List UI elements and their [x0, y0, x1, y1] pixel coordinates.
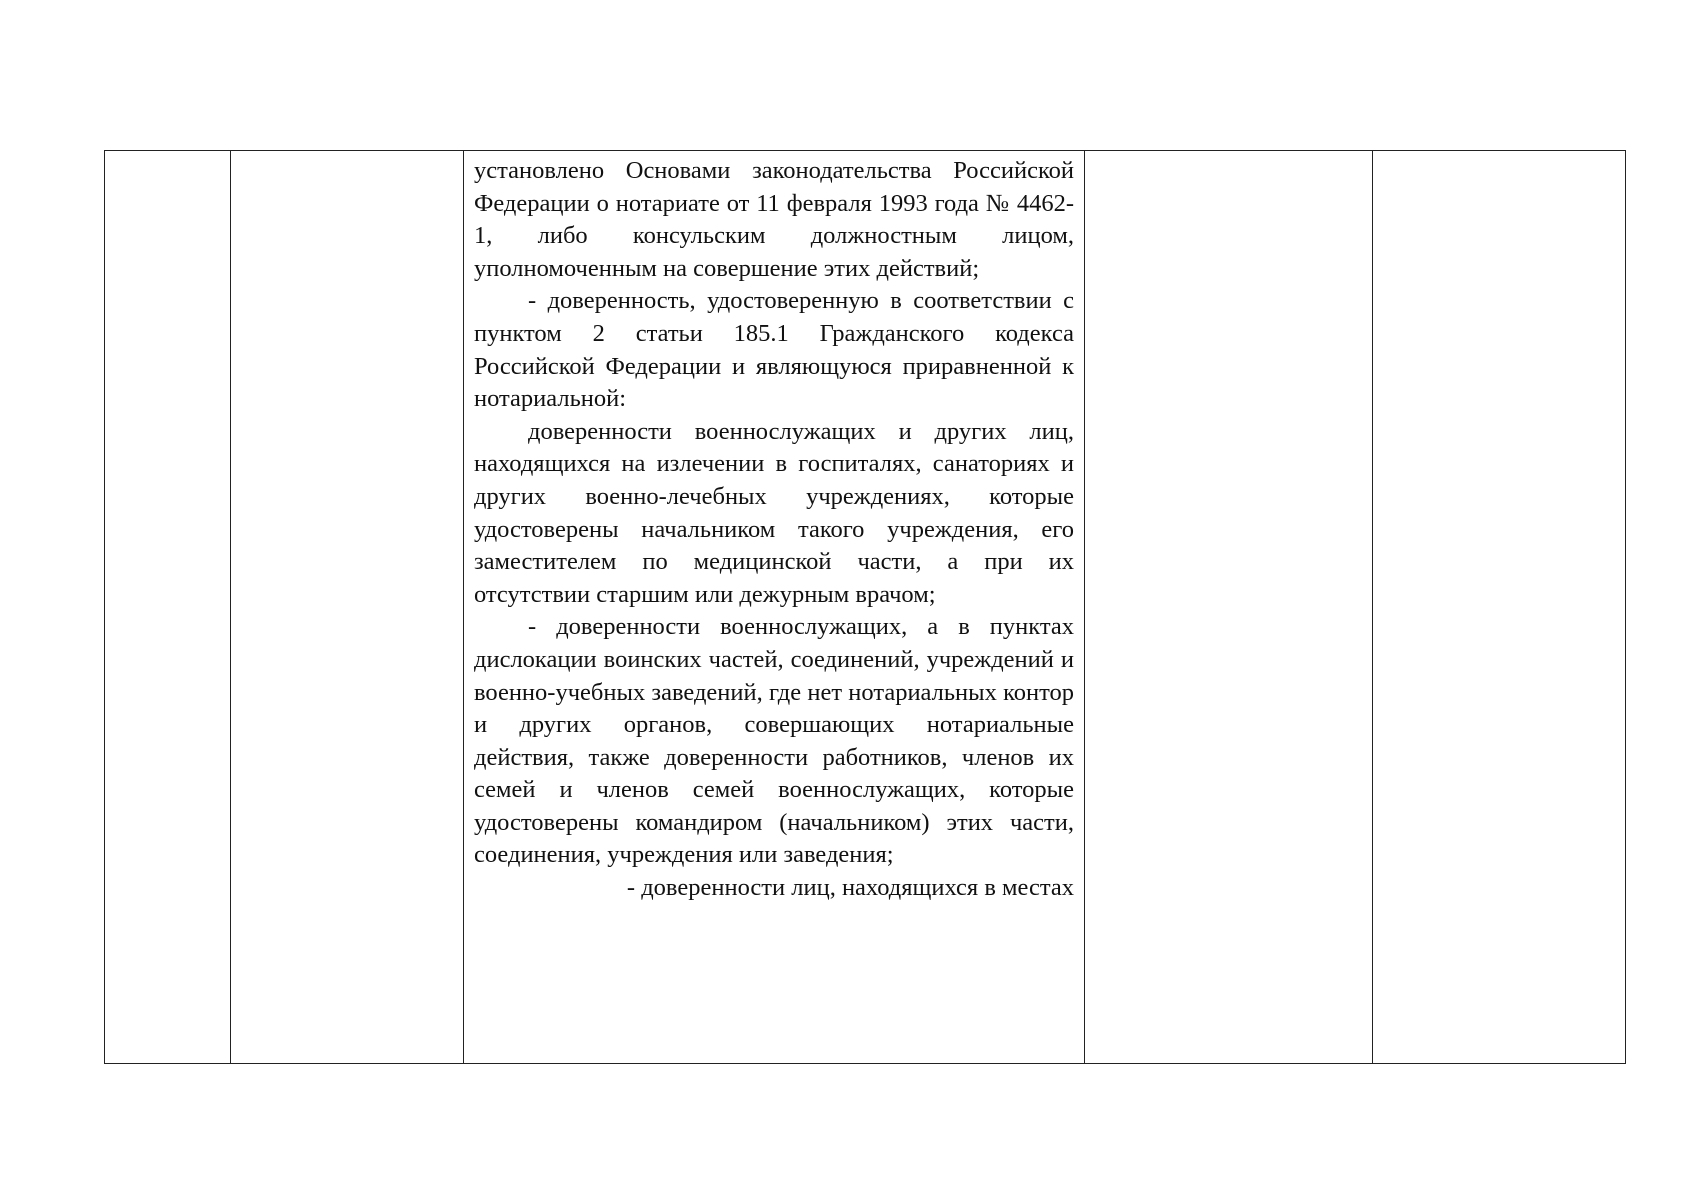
- document-table: [104, 150, 1626, 1064]
- paragraph-military-attorney: - доверенности военнослужащих, а в пунктах дислокации воинских частей, соединений, учреждений и военно-учебных заведений, где нет нотариальных контор и других органов, совершающих нотариальные действия, также доверенности работников, членов их семей и членов семей военнослужащих, которые удостоверены командиром (начальником) этих части, соединения, учреждения или заведения;: [474, 613, 1074, 869]
- paragraph-power-of-attorney: - доверенность, удостоверенную в соответствии с пунктом 2 статьи 185.1 Гражданского кодекса Российской Федерации и являющуюся приравненной к нотариальной:: [474, 287, 1074, 413]
- table-cell-empty-5: [1373, 151, 1626, 1064]
- paragraph-hospital-attorney: доверенности военнослужащих и других лиц, находящихся на излечении в госпиталях, санаториях и других военно-лечебных учреждениях, которые удостоверены начальником такого учреждения, его заместителем по медицинской части, а при их отсутствии старшим или дежурным врачом;: [474, 417, 1074, 608]
- table-cell-empty-1: [105, 151, 231, 1064]
- table-row: [105, 151, 1626, 1064]
- table-cell-text: [464, 151, 1085, 1064]
- paragraph-cut-line: - доверенности лиц, находящихся в местах: [626, 874, 1074, 902]
- paragraph-notary-continuation: установлено Основами законодательства Российской Федерации о нотариате от 11 февраля 1993 года № 4462-1, либо консульским должностным лицом, уполномоченным на совершение этих действий;: [474, 157, 1074, 282]
- table-cell-empty-2: [231, 151, 464, 1064]
- table-cell-empty-4: [1085, 151, 1373, 1064]
